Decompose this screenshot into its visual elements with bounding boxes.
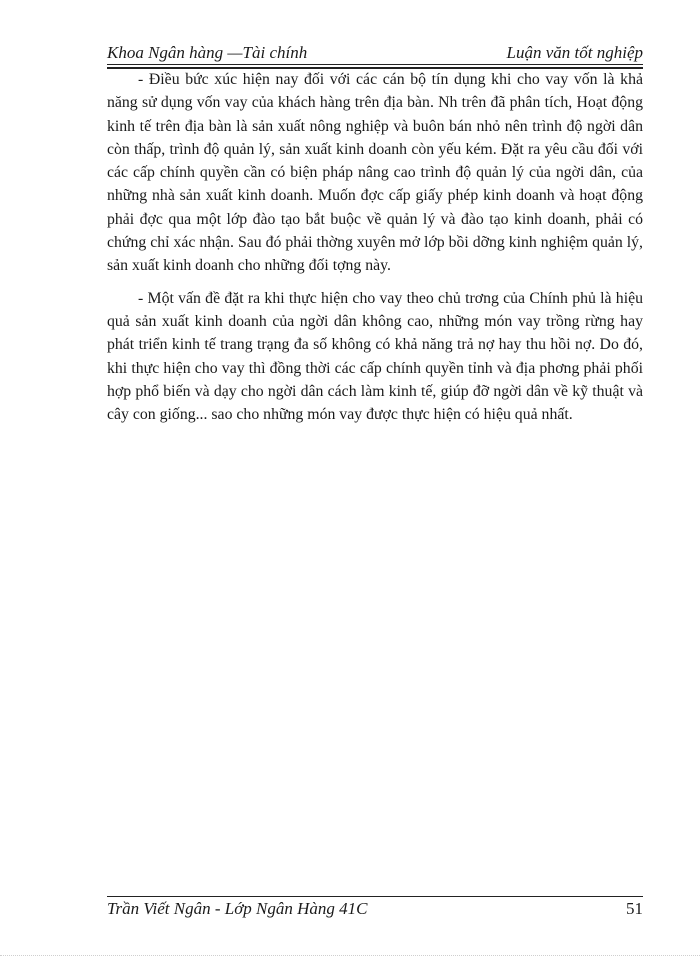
body-text xyxy=(107,68,643,426)
footer-rule xyxy=(107,896,643,897)
page-header xyxy=(107,43,643,63)
footer-author: Trần Viết Ngân - Lớp Ngân Hàng 41C xyxy=(107,899,368,918)
paragraph-1: - Điều bức xúc hiện nay đối với các cán bộ tín dụng khi cho vay vốn là khả năng sử dụng vốn vay của khách hàng trên địa bàn. Nh trên đã phân tích, Hoạt động kinh tế trên địa bàn là sản xuất nông nghiệp và buôn bán nhỏ nên trình độ ngời dân còn thấp, trình độ quản lý, sản xuất kinh doanh còn yếu kém. Đặt ra yêu cầu đối với các cấp chính quyền cần có biện pháp nâng cao trình độ quản lý của ngời dân, của những nhà sản xuất kinh doanh. Muốn đợc cấp giấy phép kinh doanh và hoạt động phải đợc qua một lớp đào tạo bắt buộc về quản lý và đào tạo kinh doanh, phải có chứng chỉ xác nhận. Sau đó phải thờng xuyên mở lớp bồi dỡng kinh nghiệm quản lý, sản xuất kinh doanh cho những đối tợng này. xyxy=(107,71,643,275)
page-number: 51 xyxy=(626,899,643,918)
header-document-type: Luận văn tốt nghiệp xyxy=(506,43,643,62)
header-rule xyxy=(107,64,643,65)
header-faculty: Khoa Ngân hàng —Tài chính xyxy=(107,43,308,62)
page-edge-divider xyxy=(0,955,700,956)
paragraph-2: - Một vấn đề đặt ra khi thực hiện cho vay theo chủ trơng của Chính phủ là hiệu quả sản xuất kinh doanh của ngời dân không cao, những món vay trồng rừng hay phát triển kinh tế trang trạng đa số không có khả năng trả nợ hay thu hồi nợ. Do đó, khi thực hiện cho vay thì đồng thời các cấp chính quyền tỉnh và địa phơng phải phối hợp phổ biến và dạy cho ngời dân cách làm kinh tế, giúp đỡ ngời dân về kỹ thuật và cây con giống... sao cho những món vay được thực hiện có hiệu quả nhất. xyxy=(107,289,643,424)
page-footer xyxy=(107,899,643,919)
